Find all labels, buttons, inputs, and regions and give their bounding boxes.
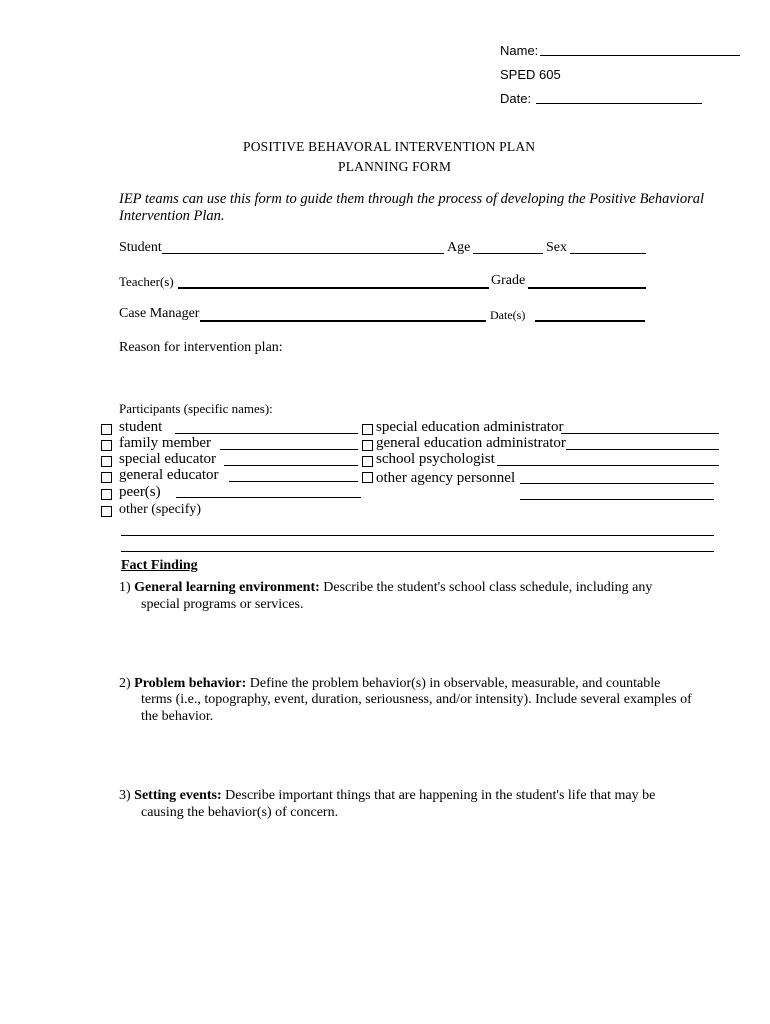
participant-other-agency-label: other agency personnel (376, 470, 516, 486)
participants-heading: Participants (specific names): (119, 401, 273, 416)
gened-admin-checkbox[interactable] (362, 440, 373, 451)
dates-field[interactable] (535, 320, 645, 322)
question-3-number: 3) (119, 788, 131, 803)
age-label: Age (447, 240, 471, 255)
general-educator-checkbox[interactable] (101, 472, 112, 483)
sex-label: Sex (546, 240, 567, 255)
participant-gened-admin-field[interactable] (566, 449, 719, 450)
participant-psychologist-field[interactable] (497, 465, 719, 466)
student-field[interactable] (162, 253, 444, 254)
participant-family-field[interactable] (220, 449, 358, 450)
question-3-title: Setting events: (134, 788, 222, 803)
dates-label: Date(s) (490, 308, 526, 322)
school-psychologist-checkbox[interactable] (362, 456, 373, 467)
other-checkbox[interactable] (101, 506, 112, 517)
participant-family-label: family member (119, 435, 212, 451)
teachers-field[interactable] (178, 287, 489, 289)
participant-other-agency-field-2[interactable] (520, 499, 714, 500)
name-field[interactable] (540, 55, 740, 56)
date-field[interactable] (536, 103, 702, 104)
participant-peers-label: peer(s) (119, 484, 161, 500)
participant-special-educator-field[interactable] (224, 465, 358, 466)
question-2-number: 2) (119, 676, 131, 691)
fact-finding-heading: Fact Finding (121, 558, 198, 573)
form-subtitle: PLANNING FORM (338, 159, 452, 174)
date-label: Date: (500, 91, 532, 106)
question-3 (119, 788, 679, 805)
family-member-checkbox[interactable] (101, 440, 112, 451)
question-2-continued-2: the behavior. (141, 709, 214, 724)
participant-sped-admin-field[interactable] (561, 433, 719, 434)
other-specify-line-1[interactable] (121, 535, 714, 536)
question-1-title: General learning environment: (134, 580, 320, 595)
participant-peers-field[interactable] (176, 497, 361, 498)
participant-general-educator-field[interactable] (229, 481, 358, 482)
other-agency-checkbox[interactable] (362, 472, 373, 483)
question-1-continued: special programs or services. (141, 597, 304, 612)
participant-psychologist-label: school psychologist (376, 451, 495, 467)
participant-general-educator-label: general educator (119, 467, 219, 483)
intro-line-2: Intervention Plan. (119, 208, 225, 224)
other-specify-line-2[interactable] (121, 551, 714, 552)
case-manager-label: Case Manager (119, 306, 200, 321)
age-field[interactable] (473, 253, 543, 254)
question-3-continued: causing the behavior(s) of concern. (141, 805, 339, 820)
reason-label: Reason for intervention plan: (119, 340, 283, 355)
participant-other-agency-field[interactable] (520, 483, 714, 484)
form-title: POSITIVE BEHAVORAL INTERVENTION PLAN (243, 139, 536, 154)
participant-sped-admin-label: special education administrator (376, 419, 564, 435)
question-3-text: Describe important things that are happening in the student's life that may be (221, 788, 656, 803)
participant-student-label: student (119, 419, 163, 435)
peers-checkbox[interactable] (101, 489, 112, 500)
name-label: Name: (500, 43, 539, 58)
sped-admin-checkbox[interactable] (362, 424, 373, 435)
case-manager-field[interactable] (200, 320, 486, 322)
grade-field[interactable] (528, 287, 646, 289)
sex-field[interactable] (570, 253, 646, 254)
participant-other-label: other (specify) (119, 502, 202, 517)
question-1 (119, 580, 679, 597)
teachers-label: Teacher(s) (119, 274, 174, 289)
participant-student-field[interactable] (175, 433, 358, 434)
question-2-title: Problem behavior: (134, 676, 247, 691)
question-1-number: 1) (119, 580, 131, 595)
question-2-text: Define the problem behavior(s) in observable, measurable, and countable (246, 676, 661, 691)
intro-line-1: IEP teams can use this form to guide them through the process of developing the Positive Behavioral (119, 191, 704, 207)
question-1-text: Describe the student's school class schedule, including any (319, 580, 653, 595)
student-checkbox[interactable] (101, 424, 112, 435)
question-2-continued-1: terms (i.e., topography, event, duration, seriousness, and/or intensity). Include several examples of (141, 692, 692, 707)
course-label: SPED 605 (500, 67, 561, 82)
special-educator-checkbox[interactable] (101, 456, 112, 467)
question-2 (119, 676, 679, 693)
student-label: Student (119, 240, 162, 255)
grade-label: Grade (491, 273, 526, 288)
participant-special-educator-label: special educator (119, 451, 217, 467)
participant-gened-admin-label: general education administrator (376, 435, 566, 451)
